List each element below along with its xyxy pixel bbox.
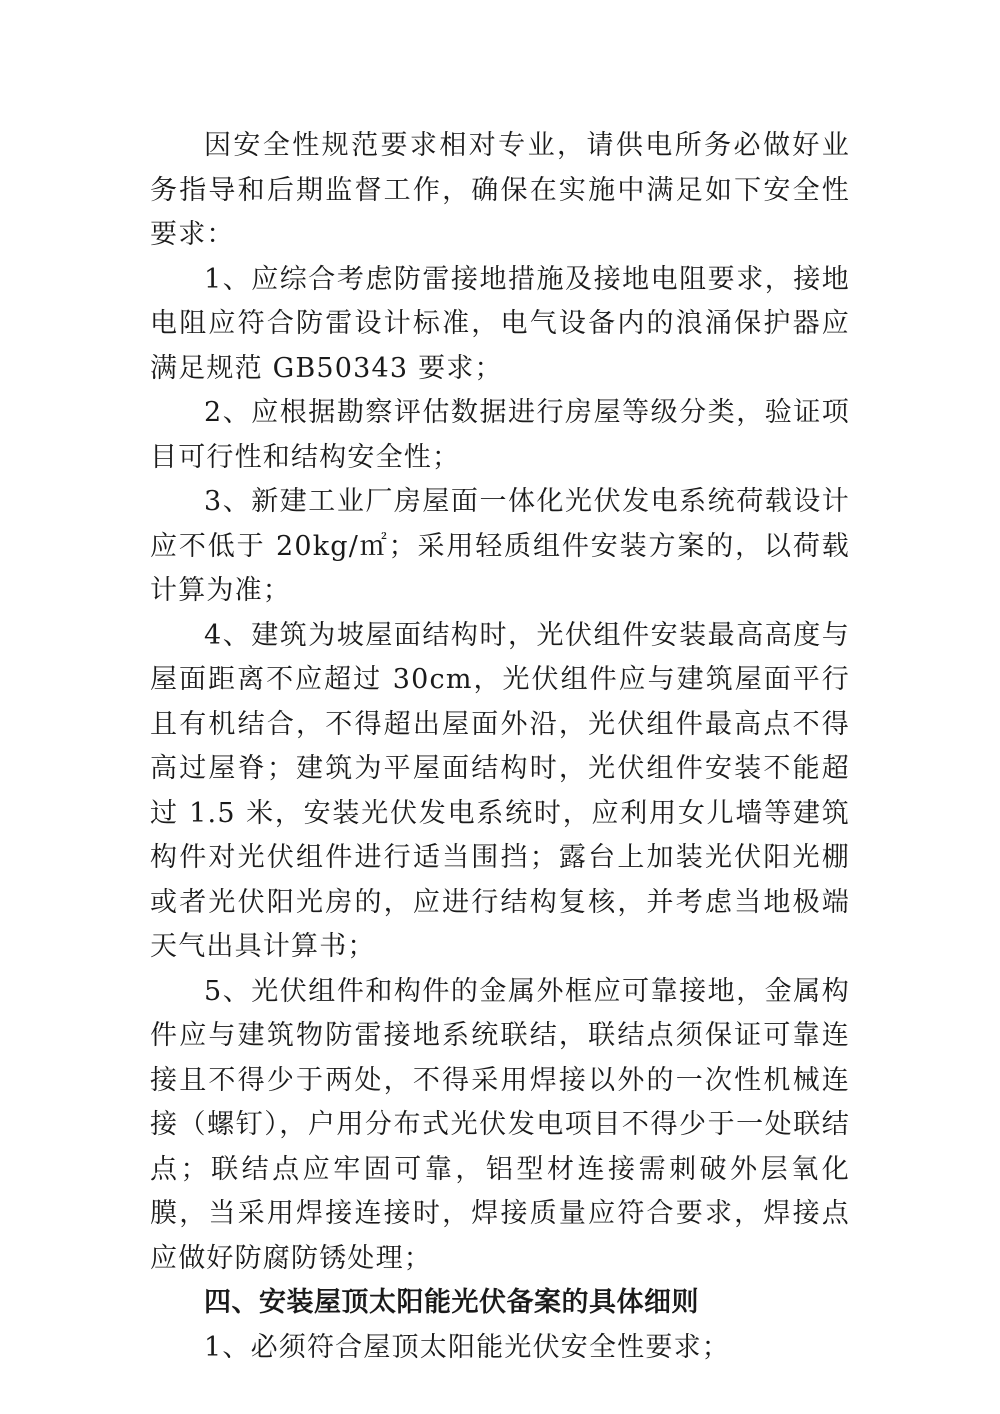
requirement-2-paragraph: 2、应根据勘察评估数据进行房屋等级分类，验证项目可行性和结构安全性； [150,397,850,473]
section-heading: 四、安装屋顶太阳能光伏备案的具体细则 [204,1287,699,1318]
intro-paragraph: 因安全性规范要求相对专业，请供电所务必做好业务指导和后期监督工作，确保在实施中满足如下安全性要求： [150,130,850,250]
section-item-1-paragraph: 1、必须符合屋顶太阳能光伏安全性要求； [204,1331,730,1363]
requirement-3-paragraph: 3、新建工业厂房屋面一体化光伏发电系统荷载设计应不低于 20kg/㎡；采用轻质组件安装方案的，以荷载计算为准； [150,486,850,606]
requirement-4-paragraph: 4、建筑为坡屋面结构时，光伏组件安装最高高度与屋面距离不应超过 30cm，光伏组件应与建筑屋面平行且有机结合，不得超出屋面外沿，光伏组件最高点不得高过屋脊；建筑为平屋面结构时，光伏组件安装不能超过 1.5 米，安装光伏发电系统时，应利用女儿墙等建筑构件对光伏组件进行适当围挡；露台上加装光伏阳光棚或者光伏阳光房的，应进行结构复核，并考虑当地极端天气出具计算书； [150,619,850,962]
requirement-1-paragraph: 1、应综合考虑防雷接地措施及接地电阻要求，接地电阻应符合防雷设计标准，电气设备内的浪涌保护器应满足规范 GB50343 要求； [150,263,850,384]
document-body [150,124,850,1370]
requirement-5-paragraph: 5、光伏组件和构件的金属外框应可靠接地，金属构件应与建筑物防雷接地系统联结，联结点须保证可靠连接且不得少于两处，不得采用焊接以外的一次性机械连接（螺钉），户用分布式光伏发电项目不得少于一处联结点；联结点应牢固可靠，铝型材连接需刺破外层氧化膜，当采用焊接连接时，焊接质量应符合要求，焊接点应做好防腐防锈处理； [150,975,850,1274]
